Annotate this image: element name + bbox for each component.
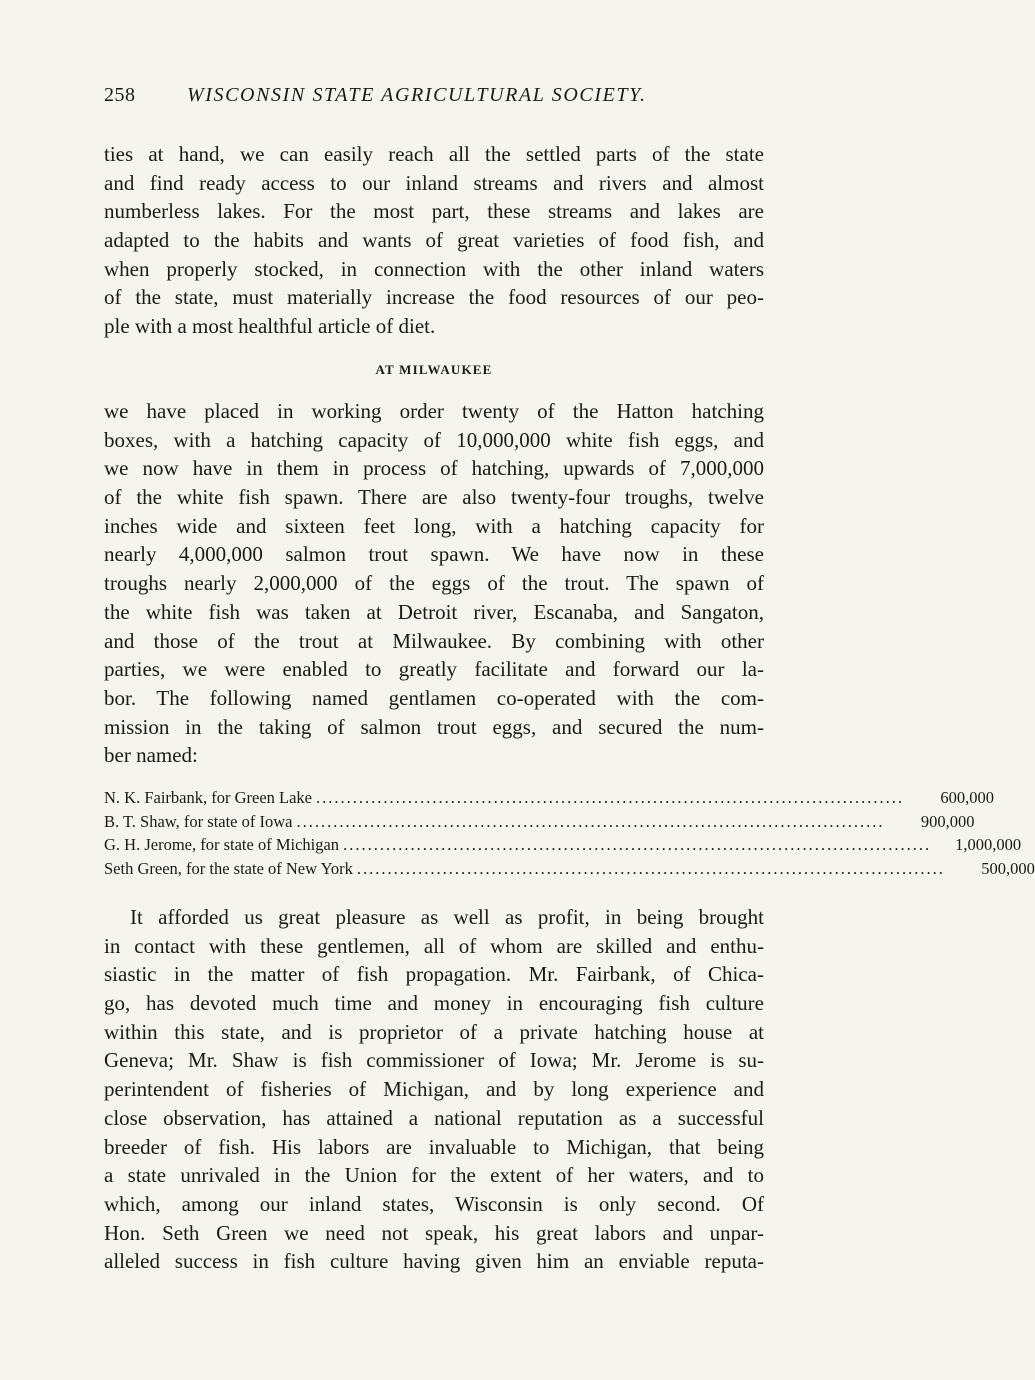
text-line: breeder of fish. His labors are invaluable to Michigan, that being [104, 1134, 764, 1159]
contributor-name: Seth Green, for the state of New York [104, 858, 353, 878]
dot-leader: ................................................................................................ [296, 811, 885, 831]
text-line: alleled success in fish culture having given him an enviable reputa- [104, 1249, 764, 1274]
text-line: ple with a most healthful article of diet. [104, 314, 436, 339]
dot-leader: ................................................................................................ [356, 858, 945, 878]
text-line: the white fish was taken at Detroit river, Escanaba, and Sangaton, [104, 599, 764, 624]
list-item [104, 786, 995, 810]
egg-count: 500,000 [981, 858, 1035, 878]
text-line: close observation, has attained a national reputation as a successful [104, 1105, 764, 1130]
list-item [104, 857, 1035, 881]
text-line: which, among our inland states, Wisconsin is only second. Of [104, 1191, 764, 1216]
text-line: Geneva; Mr. Shaw is fish commissioner of Iowa; Mr. Jerome is su- [104, 1048, 764, 1073]
egg-count: 1,000,000 [955, 835, 1022, 854]
egg-count: 900,000 [920, 811, 975, 831]
milwaukee-paragraph [104, 397, 764, 770]
contributor-name: G. H. Jerome, for state of Michigan [104, 835, 340, 854]
text-line: when properly stocked, in connection with the other inland waters [104, 256, 764, 281]
closing-paragraph [104, 903, 764, 1276]
text-line: nearly 4,000,000 salmon trout spawn. We have now in these [104, 542, 764, 567]
text-line: within this state, and is proprietor of a private hatching house at [104, 1019, 764, 1044]
egg-contribution-list [104, 786, 1035, 880]
dot-leader: ................................................................................................ [316, 788, 905, 807]
contributor-name: B. T. Shaw, for state of Iowa [104, 811, 293, 831]
egg-count: 600,000 [940, 788, 995, 807]
text-line: adapted to the habits and wants of great varieties of food fish, and [104, 228, 764, 253]
text-line: mission in the taking of salmon trout eggs, and secured the num- [104, 714, 764, 739]
text-line: ties at hand, we can easily reach all the settled parts of the state [104, 142, 764, 166]
text-line: go, has devoted much time and money in encouraging fish culture [104, 991, 764, 1016]
contributor-name: N. K. Fairbank, for Green Lake [104, 788, 313, 807]
text-line: we have placed in working order twenty of the Hatton hatching [104, 399, 764, 423]
text-line: siastic in the matter of fish propagation. Mr. Fairbank, of Chica- [104, 962, 764, 987]
page-header [104, 84, 764, 114]
section-heading: AT MILWAUKEE [375, 362, 493, 377]
text-line: bor. The following named gentlamen co-operated with the com- [104, 685, 764, 710]
list-item [104, 833, 1022, 857]
text-line: in contact with these gentlemen, all of whom are skilled and enthu- [104, 933, 764, 958]
text-line: perintendent of fisheries of Michigan, and by long experience and [104, 1077, 764, 1102]
text-line: a state unrivaled in the Union for the extent of her waters, and to [104, 1163, 764, 1188]
text-line: Hon. Seth Green we need not speak, his great labors and unpar- [104, 1220, 764, 1245]
text-line: boxes, with a hatching capacity of 10,000,000 white fish eggs, and [104, 427, 764, 452]
text-line: we now have in them in process of hatching, upwards of 7,000,000 [104, 456, 764, 481]
list-item [104, 810, 975, 834]
text-line: troughs nearly 2,000,000 of the eggs of the trout. The spawn of [104, 571, 764, 596]
page-number: 258 [104, 84, 136, 106]
text-line: It afforded us great pleasure as well as profit, in being brought [130, 905, 764, 929]
dot-leader: ................................................................................................ [343, 835, 932, 854]
text-line: of the state, must materially increase the food resources of our peo- [104, 285, 764, 310]
text-line: of the white fish spawn. There are also twenty-four troughs, twelve [104, 485, 764, 510]
text-line: and those of the trout at Milwaukee. By combining with other [104, 628, 764, 653]
text-line: ber named: [104, 743, 198, 768]
text-line: numberless lakes. For the most part, these streams and lakes are [104, 199, 764, 224]
running-title: WISCONSIN STATE AGRICULTURAL SOCIETY. [187, 84, 647, 106]
intro-paragraph [104, 140, 764, 341]
text-line: inches wide and sixteen feet long, with a hatching capacity for [104, 513, 764, 538]
text-line: and find ready access to our inland streams and rivers and almost [104, 170, 764, 195]
text-line: parties, we were enabled to greatly facilitate and forward our la- [104, 657, 764, 682]
